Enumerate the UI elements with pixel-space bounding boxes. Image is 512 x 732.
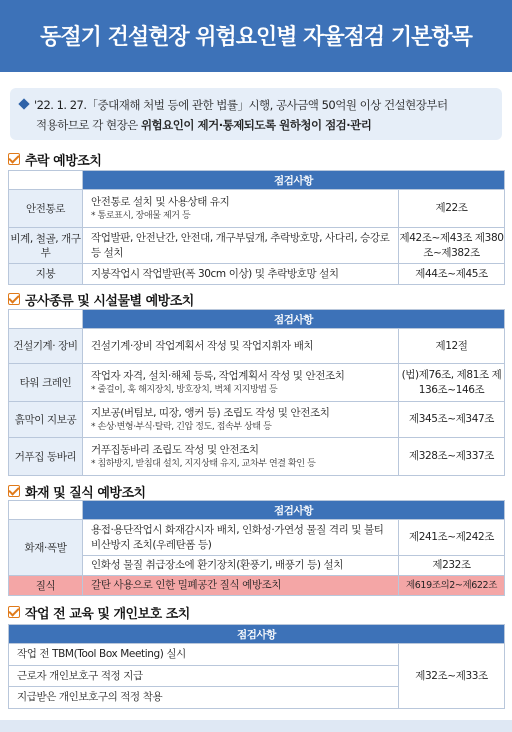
table-header: 점검사항: [9, 625, 505, 644]
section-title-construction: 공사종류 및 시설물별 예방조치: [8, 290, 194, 308]
table-header: 점검사항: [83, 310, 505, 329]
table-header: 점검사항: [83, 501, 505, 520]
table-row: 비계, 철골, 개구부 작업발판, 안전난간, 안전대, 개구부덮개, 추락방호망, 사다리, 승강로 등 설치 제42조~제43조 제380조~제382조: [9, 228, 505, 264]
checkbox-icon: [8, 485, 20, 497]
table-fire: [8, 500, 505, 596]
header-banner: [0, 0, 512, 72]
checkbox-icon: [8, 606, 20, 618]
section-title-education: 작업 전 교육 및 개인보호 조치: [8, 603, 190, 621]
table-row-warning: 질식 갈탄 사용으로 인한 밀폐공간 질식 예방조치 제619조의2~제622조: [9, 576, 505, 596]
table-row: 지붕 지붕작업시 작업발판(폭 30cm 이상) 및 추락방호망 설치 제44조~제45조: [9, 264, 505, 285]
table-row: 인화성 물질 취급장소에 환기장치(환풍기, 배풍기 등) 설치 제232조: [9, 556, 505, 576]
section-title-fall: 추락 예방조치: [8, 150, 101, 168]
notice-line-1: '22. 1. 27.「중대재해 처벌 등에 관한 법률」시행, 공사금액 50억원 이상 건설현장부터: [20, 95, 490, 115]
table-construction: [8, 309, 505, 476]
section-title-fire: 화재 및 질식 예방조치: [8, 482, 146, 500]
diamond-bullet-icon: [18, 98, 29, 109]
table-row: 작업 전 TBM(Tool Box Meeting) 실시 제32조~제33조: [9, 644, 505, 666]
checkbox-icon: [8, 293, 20, 305]
table-row: 근로자 개인보호구 적정 지급: [9, 666, 505, 687]
table-fall: [8, 170, 505, 285]
table-row: 타워 크레인 작업자 자격, 설치·해체 등록, 작업계획서 작성 및 안전조치 * 줄걸이, 훅 해지장치, 방호장치, 벽체 지지방법 등 (법)제76조, 제81조 제136조~146조: [9, 364, 505, 402]
footer-bar: [0, 720, 512, 732]
table-row: 지급받은 개인보호구의 적정 착용: [9, 687, 505, 709]
table-header: 점검사항: [83, 171, 505, 190]
notice-box: [10, 88, 502, 140]
page-title: 동절기 건설현장 위험요인별 자율점검 기본항목: [40, 25, 472, 50]
table-row: 건설기계· 장비 건설기계·장비 작업계획서 작성 및 작업지휘자 배치 제12절: [9, 329, 505, 364]
table-education: [8, 624, 505, 709]
notice-line-2: 적용하므로 각 현장은 위험요인이 제거·통제되도록 원하청이 점검·관리: [36, 118, 372, 132]
table-row: 안전통로 안전통로 설치 및 사용상태 유지 * 통로표시, 장애물 제거 등 제22조: [9, 190, 505, 228]
table-row: 흙막이 지보공 지보공(버팀보, 띠장, 앵커 등) 조립도 작성 및 안전조치 * 손상·변형·부식·탈락, 긴압 정도, 접속부 상태 등 제345조~제347조: [9, 402, 505, 438]
table-row: 거푸집 동바리 거푸집동바리 조립도 작성 및 안전조치 * 침하방지, 받침대 설치, 지지상태 유지, 교차부 연결 확인 등 제328조~제337조: [9, 438, 505, 476]
table-row: 화재·폭발 용접·용단작업시 화재감시자 배치, 인화성·가연성 물질 격리 및 불티 비산방지 조치(우레탄폼 등) 제241조~제242조: [9, 520, 505, 556]
checkbox-icon: [8, 153, 20, 165]
